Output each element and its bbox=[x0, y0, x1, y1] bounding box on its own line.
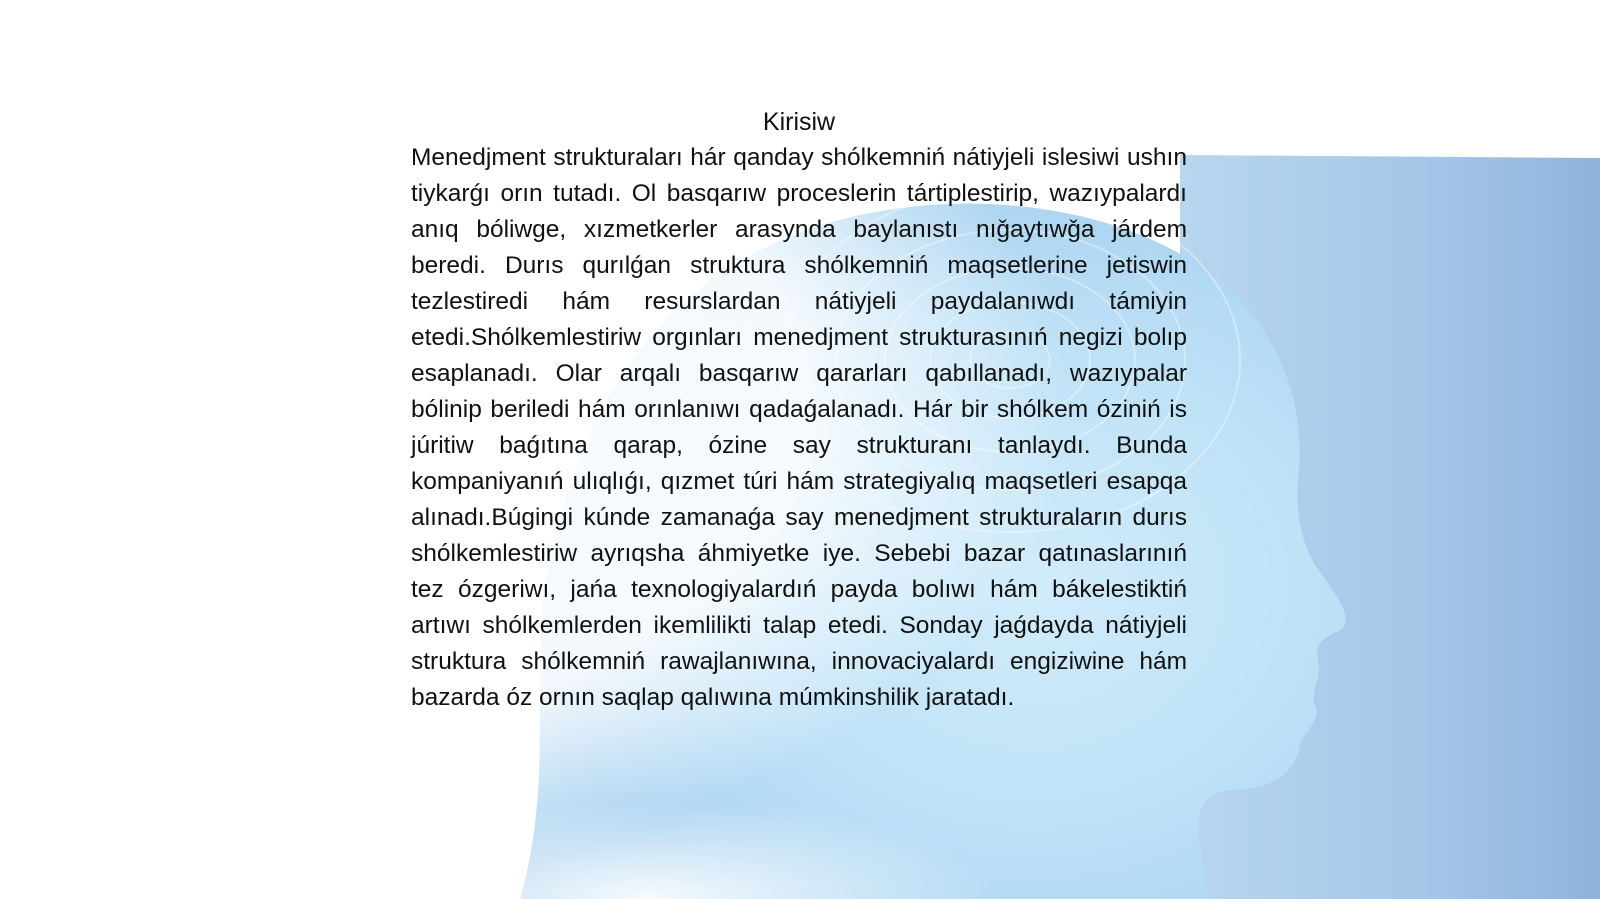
slide-title: Kirisiw bbox=[762, 108, 836, 136]
content-text-block bbox=[411, 104, 1187, 716]
slide-body-paragraph: Menedjment strukturaları hár qanday shólkemniń nátiyjeli islesiwi ushın tiykarǵı orın tutadı. Ol basqarıw proceslerin tártiplestirip, wazıypalardı anıq bóliwge, xızmetkerler arasynda baylanıstı nıǧaytıwǧa járdem beredi. Durıs qurılǵan struktura shólkemniń maqsetlerine jetiswin tezlestiredi hám resurslardan nátiyjeli paydalanıwdı támiyin etedi.Shólkemlestiriw orgınları menedjment strukturasınıń negizi bolıp esaplanadı. Olar arqalı basqarıw qararları qabıllanadı, wazıypalar bólinip beriledi hám orınlanıwı qadaǵalanadı. Hár bir shólkem óziniń is júritiw baǵıtına qarap, ózine say strukturanı tanlaydı. Bunda kompaniyanıń ulıqlıǵı, qızmet túri hám strategiyalıq maqsetleri esapqa alınadı.Búgingi kúnde zamanaǵa say menedjment strukturaların durıs shólkemlestiriw ayrıqsha áhmiyetke iye. Sebebi bazar qatınaslarınıń tez ózgeriwı, jańa texnologiyalardıń payda bolıwı hám bákelestiktiń artıwı shólkemlerden ikemlilikti talap etedi. Sonday jaǵdayda nátiyjeli struktura shólkemniń rawajlanıwına, innovaciyalardı engiziwine hám bazarda óz ornın saqlap qalıwına múmkinshilik jaratadı. bbox=[411, 144, 1187, 711]
